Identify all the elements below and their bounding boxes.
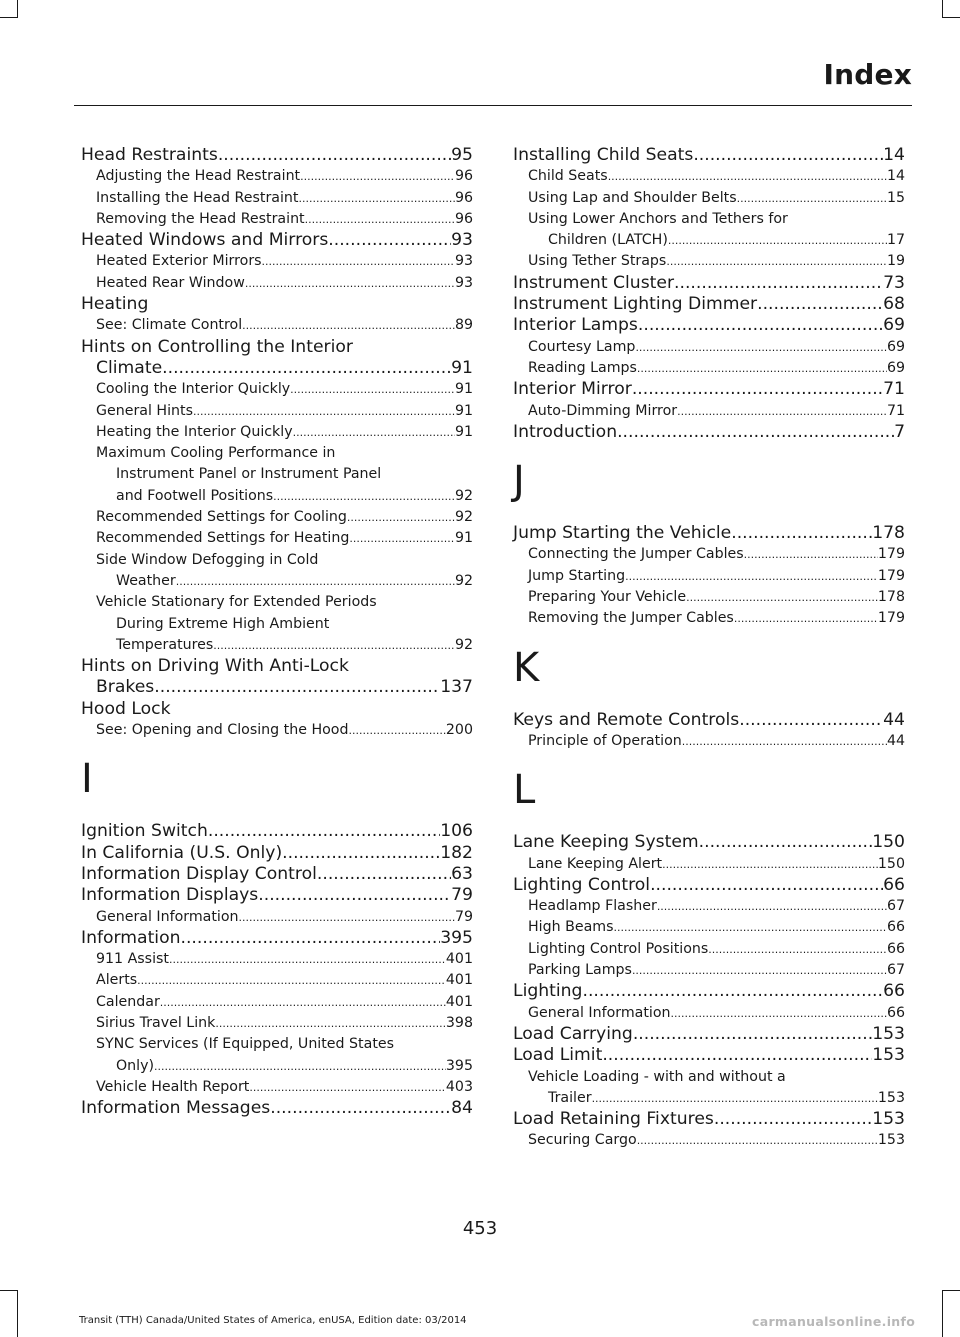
dot-leader	[657, 896, 887, 917]
crop-mark-top-right-v	[942, 0, 943, 18]
dot-leader	[349, 720, 446, 741]
index-subentry	[81, 1013, 473, 1034]
entry-title: Heated Exterior Mirrors	[96, 253, 262, 270]
dot-leader	[582, 981, 883, 1002]
dot-leader	[218, 145, 451, 166]
crop-mark-top-left-h	[0, 17, 18, 18]
crop-mark-bottom-left-h	[0, 1290, 18, 1291]
entry-page-number: 67	[886, 962, 905, 979]
entry-title: Information Display Control	[81, 863, 317, 884]
dot-leader	[328, 230, 451, 251]
dot-leader	[290, 379, 455, 400]
dot-leader	[154, 1056, 446, 1077]
index-entry	[513, 523, 905, 544]
dot-leader	[602, 1045, 872, 1066]
entry-title: General Information	[528, 1004, 671, 1021]
entry-page-number: 150	[872, 832, 905, 853]
index-entry	[81, 928, 473, 949]
dot-leader	[637, 1130, 878, 1151]
entry-title: In California (U.S. Only)	[81, 842, 283, 863]
entry-page-number: 69	[886, 338, 905, 355]
index-entry	[513, 145, 905, 166]
entry-page-number: 63	[451, 863, 473, 884]
entry-title: Courtesy Lamp	[528, 338, 636, 355]
dot-leader	[262, 251, 455, 272]
dot-leader	[714, 1109, 872, 1130]
index-entry-text: Hood Lock	[81, 698, 171, 719]
index-entry-text: Hints on Driving With Anti-Lock	[81, 656, 349, 677]
entry-title: Recommended Settings for Heating	[96, 530, 350, 547]
index-subentry	[513, 1088, 905, 1109]
watermark: carmanualsonline.info	[752, 1314, 916, 1329]
entry-page-number: 91	[451, 357, 473, 378]
index-subentry	[513, 251, 905, 272]
entry-page-number: 178	[877, 589, 905, 606]
entry-page-number: 106	[440, 821, 473, 842]
entry-title: Heating the Interior Quickly	[96, 423, 293, 440]
dot-leader	[245, 273, 455, 294]
entry-title: Reading Lamps	[528, 359, 637, 376]
index-subentry	[513, 1130, 905, 1151]
index-subentry	[513, 566, 905, 587]
entry-page-number: 67	[886, 898, 905, 915]
entry-page-number: 44	[886, 732, 905, 749]
entry-title: Using Lap and Shoulder Belts	[528, 189, 737, 206]
entry-page-number: 200	[445, 722, 473, 739]
section-letter: J	[513, 458, 525, 505]
entry-title: Lane Keeping System	[513, 832, 699, 853]
index-entry	[513, 379, 905, 400]
dot-leader	[674, 273, 883, 294]
entry-title: Load Carrying	[513, 1023, 633, 1044]
entry-title: Principle of Operation	[528, 732, 682, 749]
index-subentry	[513, 230, 905, 251]
index-entry	[513, 294, 905, 315]
entry-title: Heated Rear Window	[96, 274, 245, 291]
entry-page-number: 71	[883, 379, 905, 400]
index-entry-text: Vehicle Loading - with and without a	[528, 1068, 786, 1085]
entry-title: Children (LATCH)	[548, 232, 668, 249]
index-entry-text: Hints on Controlling the Interior	[81, 336, 353, 357]
index-entry-text: SYNC Services (If Equipped, United States	[96, 1036, 394, 1053]
entry-page-number: 401	[445, 993, 473, 1010]
index-subentry	[81, 720, 473, 741]
dot-leader	[249, 1077, 446, 1098]
entry-page-number: 96	[454, 210, 473, 227]
entry-title: Lighting Control	[513, 874, 651, 895]
entry-title: General Information	[96, 908, 239, 925]
entry-page-number: 153	[872, 1109, 905, 1130]
entry-page-number: 93	[454, 253, 473, 270]
index-entry	[513, 875, 905, 896]
dot-leader	[662, 854, 878, 875]
entry-title: Ignition Switch	[81, 821, 208, 842]
entry-page-number: 401	[445, 972, 473, 989]
dot-leader	[282, 843, 440, 864]
entry-title: Interior Mirror	[513, 379, 632, 400]
index-entry	[81, 864, 473, 885]
dot-leader	[298, 188, 454, 209]
entry-page-number: 95	[451, 145, 473, 165]
index-subentry	[513, 896, 905, 917]
entry-page-number: 69	[883, 315, 905, 336]
index-entry-text: Using Lower Anchors and Tethers for	[528, 210, 788, 227]
entry-title: Preparing Your Vehicle	[528, 589, 687, 606]
dot-leader	[215, 1013, 446, 1034]
entry-title: Jump Starting the Vehicle	[513, 523, 732, 544]
index-column-left	[81, 145, 473, 1119]
dot-leader	[632, 379, 883, 400]
entry-page-number: 96	[454, 189, 473, 206]
entry-title: Installing the Head Restraint	[96, 189, 299, 206]
index-subentry	[513, 608, 905, 629]
entry-page-number: 153	[877, 1132, 905, 1149]
entry-title: Calendar	[96, 993, 160, 1010]
dot-leader	[708, 939, 887, 960]
entry-title: Lane Keeping Alert	[528, 855, 663, 872]
entry-page-number: 179	[877, 546, 905, 563]
index-entry	[513, 832, 905, 853]
index-subentry	[81, 571, 473, 592]
entry-title: Headlamp Flasher	[528, 898, 657, 915]
entry-title: Vehicle Health Report	[96, 1078, 250, 1095]
entry-title: Trailer	[548, 1089, 592, 1106]
index-entry	[513, 1045, 905, 1066]
entry-title: Brakes	[96, 677, 155, 698]
dot-leader	[671, 1003, 887, 1024]
entry-page-number: 93	[451, 230, 473, 251]
entry-page-number: 182	[440, 842, 473, 863]
dot-leader	[686, 587, 878, 608]
dot-leader	[154, 677, 440, 698]
index-entry	[513, 422, 905, 443]
entry-title: Interior Lamps	[513, 315, 638, 336]
index-column-right	[513, 145, 905, 1152]
index-subentry	[513, 731, 905, 752]
entry-title: Child Seats	[528, 168, 608, 185]
entry-page-number: 14	[886, 168, 905, 185]
entry-title: Securing Cargo	[528, 1132, 637, 1149]
entry-title: Lighting Control Positions	[528, 940, 709, 957]
dot-leader	[668, 230, 887, 251]
index-subentry	[81, 507, 473, 528]
dot-leader	[349, 528, 455, 549]
entry-page-number: 401	[445, 951, 473, 968]
index-subentry	[81, 992, 473, 1013]
dot-leader	[677, 401, 887, 422]
entry-title: Climate	[96, 357, 163, 378]
entry-page-number: 93	[454, 274, 473, 291]
dot-leader	[176, 571, 455, 592]
entry-page-number: 395	[440, 927, 473, 948]
dot-leader	[258, 885, 451, 906]
entry-title: Instrument Lighting Dimmer	[513, 294, 758, 315]
dot-leader	[270, 1098, 451, 1119]
index-subentry	[81, 1056, 473, 1077]
dot-leader	[737, 188, 887, 209]
crop-mark-bottom-left-v	[17, 1290, 18, 1337]
entry-page-number: 403	[445, 1078, 473, 1095]
entry-page-number: 66	[886, 919, 905, 936]
entry-title: Parking Lamps	[528, 962, 632, 979]
entry-title: Adjusting the Head Restraint	[96, 168, 301, 185]
dot-leader	[638, 315, 883, 336]
entry-page-number: 153	[872, 1045, 905, 1066]
index-subentry	[81, 188, 473, 209]
index-subentry	[513, 544, 905, 565]
index-subentry	[81, 635, 473, 656]
index-subentry	[513, 358, 905, 379]
index-entry-text: During Extreme High Ambient	[116, 615, 330, 632]
entry-title: Heated Windows and Mirrors	[81, 230, 329, 251]
crop-mark-top-left-v	[17, 0, 18, 18]
entry-page-number: 153	[877, 1089, 905, 1106]
entry-title: Introduction	[513, 421, 618, 442]
dot-leader	[633, 1024, 872, 1045]
index-entry	[81, 843, 473, 864]
dot-leader	[300, 166, 455, 187]
dot-leader	[181, 928, 441, 949]
index-subentry	[81, 907, 473, 928]
entry-page-number: 7	[894, 421, 905, 442]
entry-page-number: 66	[886, 940, 905, 957]
entry-title: Removing the Jumper Cables	[528, 610, 734, 627]
index-subentry	[513, 337, 905, 358]
entry-title: Installing Child Seats	[513, 145, 694, 165]
index-entry	[81, 358, 473, 379]
entry-title: Connecting the Jumper Cables	[528, 546, 744, 563]
entry-title: Recommended Settings for Cooling	[96, 509, 347, 526]
index-entry-text: Heating	[81, 294, 149, 315]
entry-title: Load Retaining Fixtures	[513, 1109, 714, 1130]
index-subentry	[81, 166, 473, 187]
entry-page-number: 68	[883, 294, 905, 315]
dot-leader	[650, 875, 883, 896]
dot-leader	[739, 710, 883, 731]
dot-leader	[160, 992, 446, 1013]
entry-title: Lighting	[513, 981, 583, 1002]
entry-page-number: 179	[877, 567, 905, 584]
entry-page-number: 395	[445, 1057, 473, 1074]
footer-text: Transit (TTH) Canada/United States of America, enUSA, Edition date: 03/2014	[79, 1315, 467, 1326]
dot-leader	[693, 145, 883, 166]
entry-page-number: 14	[883, 145, 905, 165]
index-entry-text: Side Window Defogging in Cold	[96, 551, 319, 568]
crop-mark-top-right-h	[942, 17, 960, 18]
index-subentry	[513, 1003, 905, 1024]
entry-page-number: 69	[886, 359, 905, 376]
page-number: 453	[462, 1218, 498, 1239]
entry-title: Load Limit	[513, 1045, 603, 1066]
index-entry	[513, 273, 905, 294]
index-entry	[81, 821, 473, 842]
dot-leader	[242, 315, 455, 336]
entry-page-number: 71	[886, 402, 905, 419]
index-subentry	[513, 917, 905, 938]
entry-page-number: 91	[454, 381, 473, 398]
dot-leader	[169, 949, 446, 970]
entry-page-number: 92	[454, 487, 473, 504]
dot-leader	[731, 523, 872, 544]
entry-page-number: 66	[883, 981, 905, 1002]
entry-title: Auto-Dimming Mirror	[528, 402, 678, 419]
dot-leader	[608, 166, 887, 187]
index-subentry	[513, 188, 905, 209]
index-entry	[513, 1024, 905, 1045]
index-subentry	[81, 949, 473, 970]
index-subentry	[513, 166, 905, 187]
entry-page-number: 178	[872, 523, 905, 544]
entry-title: See: Opening and Closing the Hood	[96, 722, 349, 739]
entry-page-number: 92	[454, 636, 473, 653]
entry-title: Information Messages	[81, 1098, 271, 1119]
entry-page-number: 84	[451, 1098, 473, 1119]
entry-page-number: 91	[454, 402, 473, 419]
index-subentry	[513, 939, 905, 960]
entry-page-number: 44	[883, 709, 905, 730]
index-subentry	[81, 970, 473, 991]
index-subentry	[513, 960, 905, 981]
dot-leader	[213, 635, 455, 656]
index-entry	[81, 677, 473, 698]
entry-page-number: 15	[886, 189, 905, 206]
dot-leader	[614, 917, 887, 938]
dot-leader	[699, 832, 873, 853]
entry-title: Instrument Cluster	[513, 272, 675, 293]
index-entry	[513, 981, 905, 1002]
entry-title: Cooling the Interior Quickly	[96, 381, 291, 398]
dot-leader	[625, 566, 878, 587]
entry-page-number: 66	[883, 874, 905, 895]
entry-page-number: 79	[451, 885, 473, 906]
entry-page-number: 150	[877, 855, 905, 872]
entry-title: Information	[81, 927, 181, 948]
entry-page-number: 137	[440, 677, 473, 698]
entry-page-number: 398	[445, 1014, 473, 1031]
index-subentry	[81, 251, 473, 272]
entry-page-number: 153	[872, 1023, 905, 1044]
section-letter: L	[513, 767, 536, 814]
entry-title: Information Displays	[81, 885, 259, 906]
dot-leader	[239, 907, 455, 928]
dot-leader	[317, 864, 451, 885]
entry-page-number: 92	[454, 509, 473, 526]
entry-title: High Beams	[528, 919, 614, 936]
page-title: Index	[823, 58, 912, 91]
index-subentry	[81, 486, 473, 507]
dot-leader	[273, 486, 455, 507]
dot-leader	[208, 821, 440, 842]
index-entry	[81, 1098, 473, 1119]
index-entry	[81, 885, 473, 906]
entry-page-number: 79	[454, 908, 473, 925]
entry-page-number: 91	[454, 530, 473, 547]
index-subentry	[81, 528, 473, 549]
entry-page-number: 73	[883, 272, 905, 293]
index-entry	[513, 1109, 905, 1130]
entry-title: Head Restraints	[81, 145, 218, 165]
entry-title: 911 Assist	[96, 951, 169, 968]
dot-leader	[592, 1088, 878, 1109]
index-subentry	[81, 379, 473, 400]
dot-leader	[744, 544, 878, 565]
crop-mark-bottom-right-v	[942, 1290, 943, 1337]
index-entry-text: Maximum Cooling Performance in	[96, 445, 336, 462]
index-entry	[513, 710, 905, 731]
section-letter: K	[513, 644, 540, 691]
entry-title: Weather	[116, 572, 176, 589]
index-entry	[513, 315, 905, 336]
dot-leader	[293, 422, 455, 443]
dot-leader	[734, 608, 878, 629]
dot-leader	[162, 358, 451, 379]
entry-title: Temperatures	[116, 636, 214, 653]
dot-leader	[632, 960, 887, 981]
index-subentry	[81, 273, 473, 294]
entry-title: Sirius Travel Link	[96, 1014, 216, 1031]
index-subentry	[81, 1077, 473, 1098]
dot-leader	[305, 209, 455, 230]
entry-title: and Footwell Positions	[116, 487, 274, 504]
dot-leader	[682, 731, 887, 752]
dot-leader	[637, 358, 887, 379]
crop-mark-bottom-right-h	[942, 1290, 960, 1291]
dot-leader	[757, 294, 883, 315]
index-entry	[81, 230, 473, 251]
entry-title: See: Climate Control	[96, 317, 243, 334]
entry-title: Removing the Head Restraint	[96, 210, 305, 227]
index-subentry	[81, 401, 473, 422]
dot-leader	[193, 401, 455, 422]
index-subentry	[81, 422, 473, 443]
header-rule	[74, 105, 912, 106]
index-entry-text: Instrument Panel or Instrument Panel	[116, 466, 382, 483]
index-entry-text: Vehicle Stationary for Extended Periods	[96, 594, 377, 611]
entry-page-number: 17	[886, 232, 905, 249]
dot-leader	[666, 251, 887, 272]
dot-leader	[137, 970, 446, 991]
entry-page-number: 19	[886, 253, 905, 270]
entry-title: General Hints	[96, 402, 193, 419]
entry-page-number: 96	[454, 168, 473, 185]
dot-leader	[617, 422, 894, 443]
section-letter: I	[81, 756, 93, 803]
entry-page-number: 66	[886, 1004, 905, 1021]
entry-title: Only)	[116, 1057, 155, 1074]
index-subentry	[81, 315, 473, 336]
entry-page-number: 179	[877, 610, 905, 627]
index-subentry	[513, 401, 905, 422]
entry-title: Using Tether Straps	[528, 253, 667, 270]
index-subentry	[513, 854, 905, 875]
dot-leader	[635, 337, 887, 358]
entry-page-number: 91	[454, 423, 473, 440]
entry-title: Alerts	[96, 972, 138, 989]
entry-title: Jump Starting	[528, 567, 626, 584]
entry-title: Keys and Remote Controls	[513, 709, 740, 730]
index-subentry	[513, 587, 905, 608]
index-entry	[81, 145, 473, 166]
index-subentry	[81, 209, 473, 230]
dot-leader	[347, 507, 455, 528]
entry-page-number: 89	[454, 317, 473, 334]
entry-page-number: 92	[454, 572, 473, 589]
